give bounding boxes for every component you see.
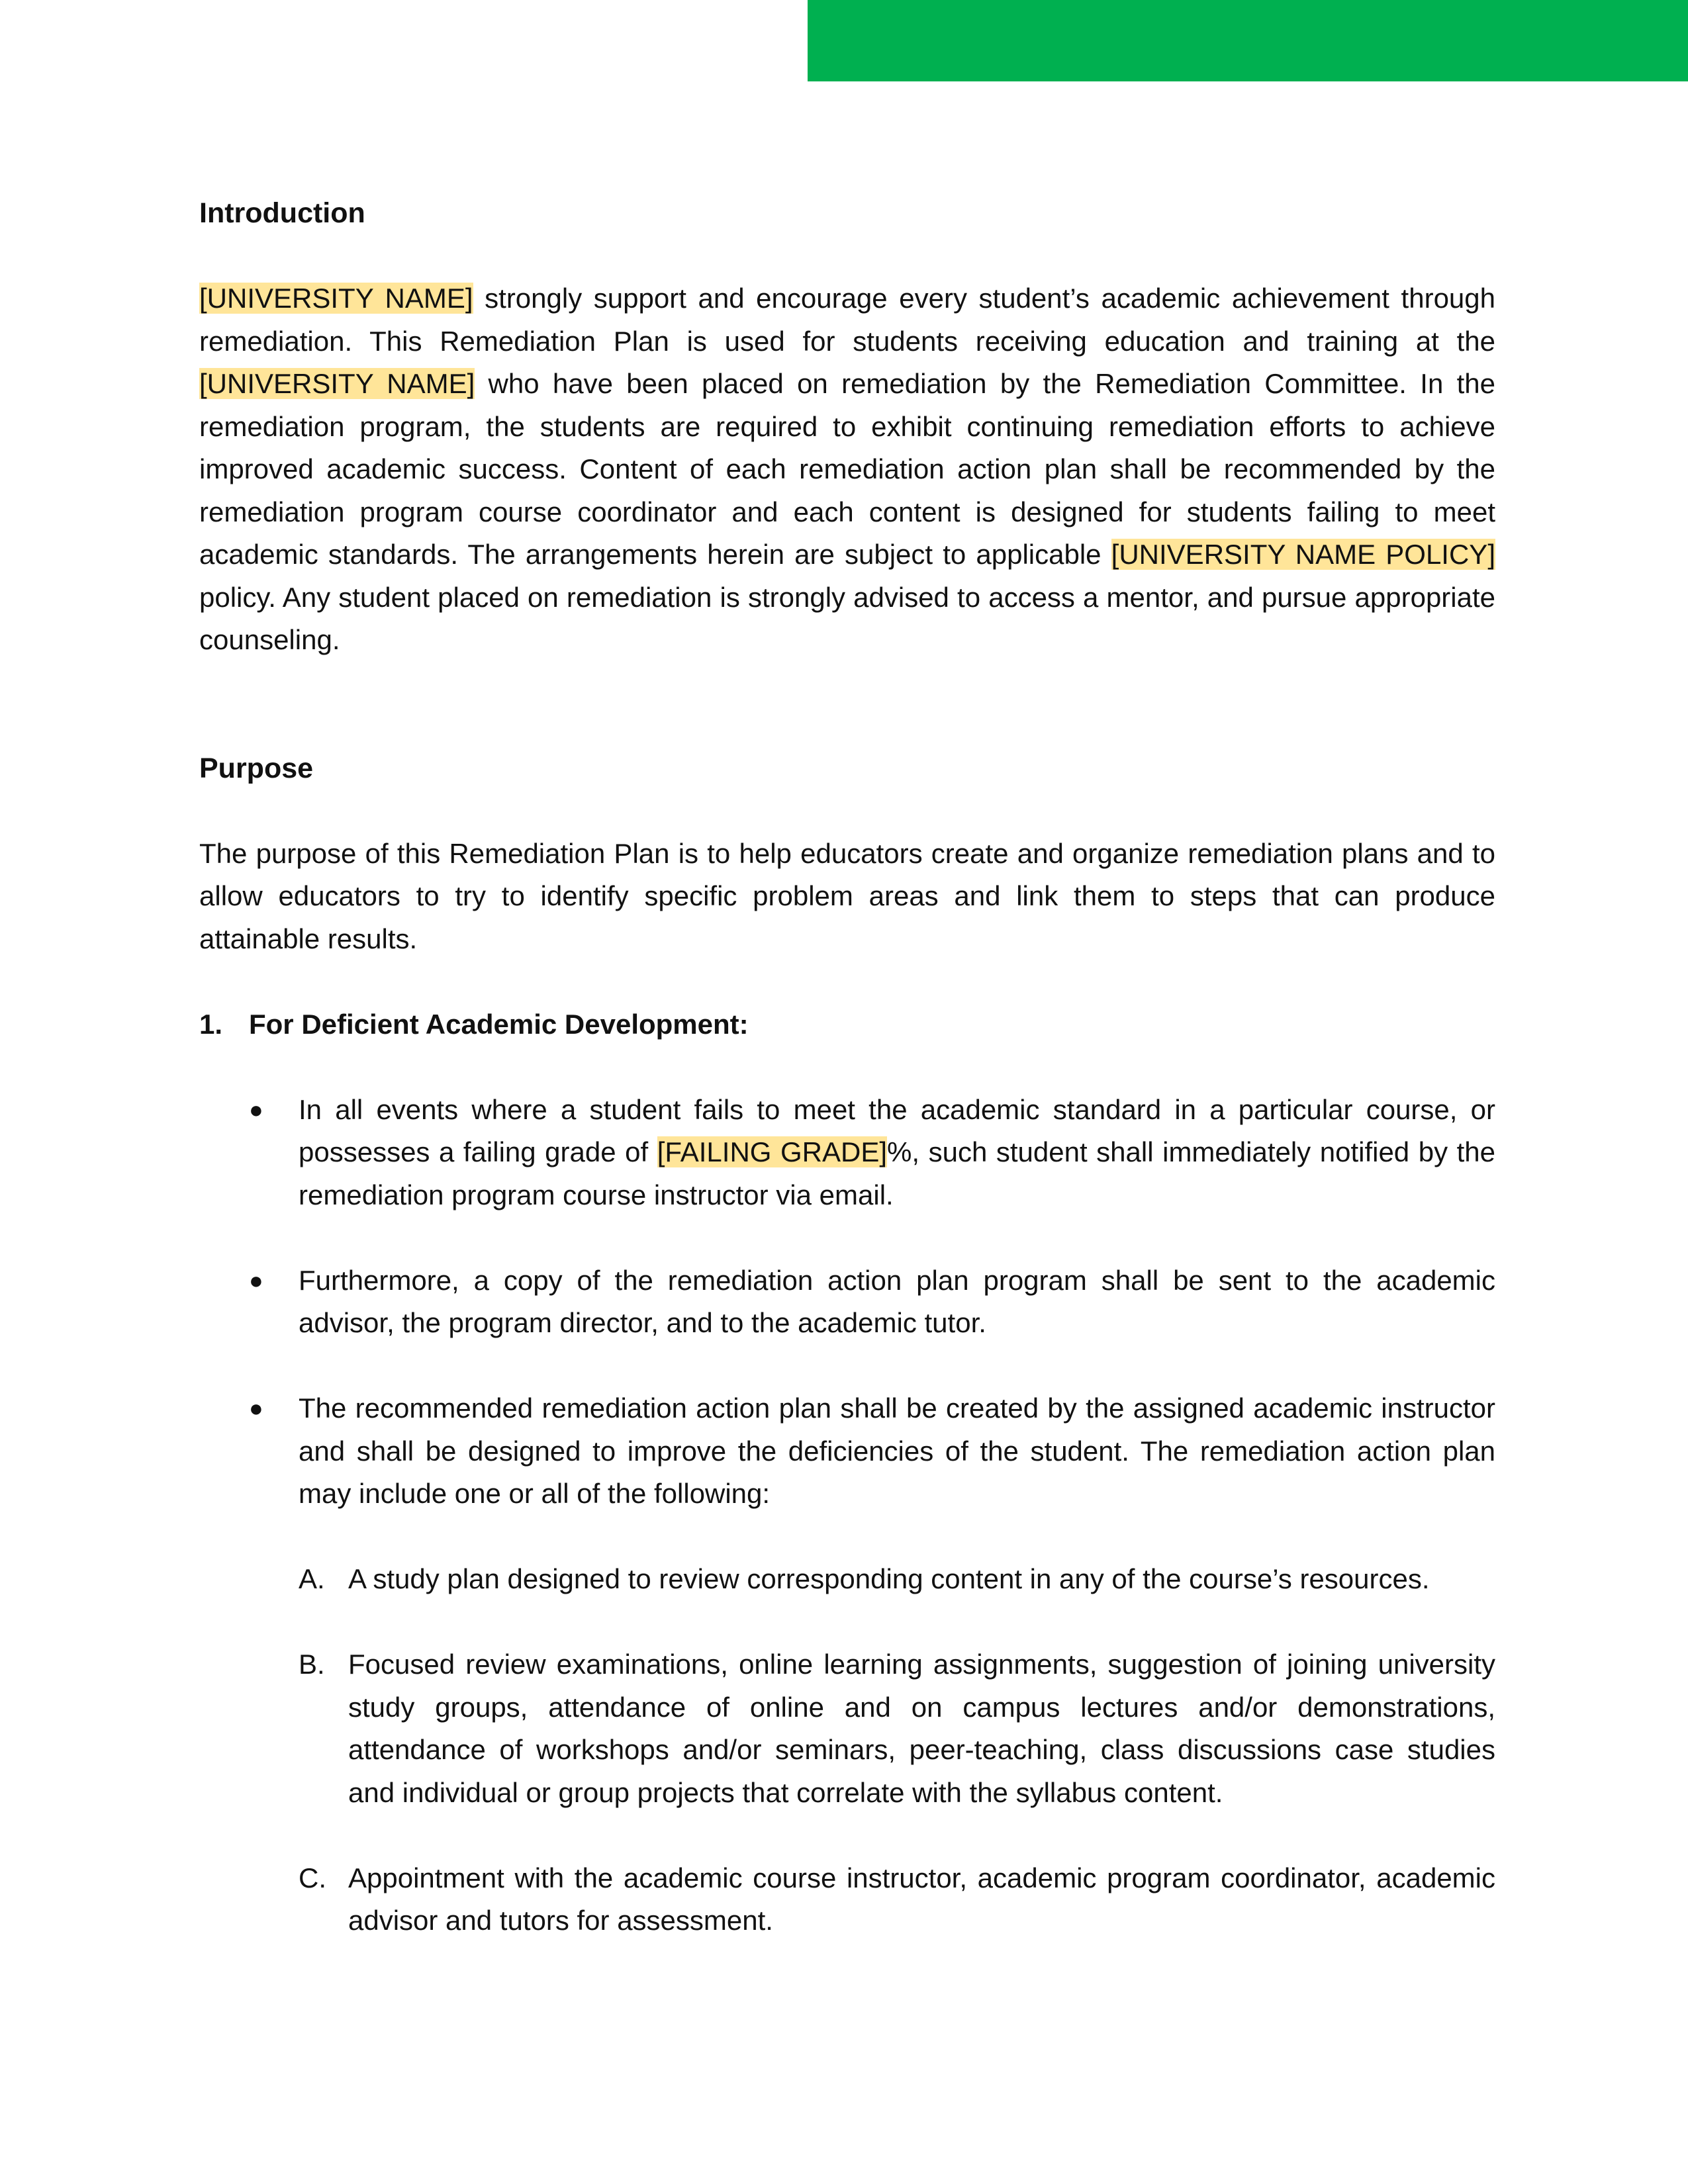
university-name-placeholder[interactable]: [UNIVERSITY NAME] [199,368,475,399]
intro-text-3: policy. Any student placed on remediation is strongly advised to access a mentor, and pursue appropriate counseling. [199,581,1495,655]
university-name-placeholder[interactable]: [UNIVERSITY NAME] [199,283,473,314]
list-item-text: Focused review examinations, online learning assignments, suggestion of joining university study groups, attendance of online and on campus lectures and/or demonstrations, attendance of workshops and/or seminars, peer-teaching, class discussions case studies and individual or group projects that correlate with the syllabus content. [348,1649,1495,1808]
section-1-heading [199,1003,1495,1046]
bullet-text: Furthermore, a copy of the remediation action plan program shall be sent to the academic advisor, the program director, and to the academic tutor. [299,1264,1495,1338]
purpose-heading: Purpose [199,752,314,784]
bullet-icon: ● [249,1266,263,1294]
list-item [199,1387,1495,1516]
intro-text-2: who have been placed on remediation by the Remediation Committee. In the remediation program, the students are required to exhibit continuing remediation efforts to achieve improved academic success. Content of each remediation action plan shall be recommended by the remediation program course coordinator and each content is designed for students failing to meet academic standards. The arrangements herein are subject to applicable [199,368,1495,570]
header-accent-bar [808,0,1688,81]
list-item-text: Appointment with the academic course instructor, academic program coordinator, academic advisor and tutors for assessment. [348,1862,1495,1936]
bullet-icon: ● [249,1095,263,1123]
section-1-title: For Deficient Academic Development: [249,1008,749,1040]
list-item [199,1558,1495,1601]
list-item [199,1857,1495,1942]
failing-grade-placeholder[interactable]: [FAILING GRADE] [657,1136,888,1167]
purpose-paragraph: The purpose of this Remediation Plan is to help educators create and organize remediation plans and to allow educators to try to identify specific problem areas and link them to steps that can produce attainable results. [199,837,1495,954]
bullet-text: In all events where a student fails to meet the academic standard in a particular course, or possesses a failing grade of [FAILING GRADE]%, such student shall immediately notified by the remediation program course instructor via email. [299,1093,1495,1210]
introduction-heading: Introduction [199,197,365,229]
bullet-text: The recommended remediation action plan shall be created by the assigned academic instructor and shall be designed to improve the deficiencies of the student. The remediation action plan may include one or all of the following: [299,1392,1495,1509]
document-body [199,192,1495,1942]
list-item-text: A study plan designed to review corresponding content in any of the course’s resources. [348,1563,1430,1594]
remediation-options-list [199,1558,1495,1942]
introduction-paragraph [199,277,1495,662]
list-item [199,1643,1495,1814]
bullet-icon: ● [249,1394,263,1422]
intro-text-1: strongly support and encourage every student’s academic achievement through remediation. This Remediation Plan is used for students receiving education and training at the [199,283,1495,357]
section-1-number: 1. [199,1008,223,1040]
section-1-bullets [199,1089,1495,1516]
list-marker: C. [299,1862,326,1893]
list-item [199,1259,1495,1345]
list-item [199,1089,1495,1217]
university-policy-placeholder[interactable]: [UNIVERSITY NAME POLICY] [1111,539,1495,570]
list-marker: B. [299,1649,325,1680]
list-marker: A. [299,1563,325,1594]
